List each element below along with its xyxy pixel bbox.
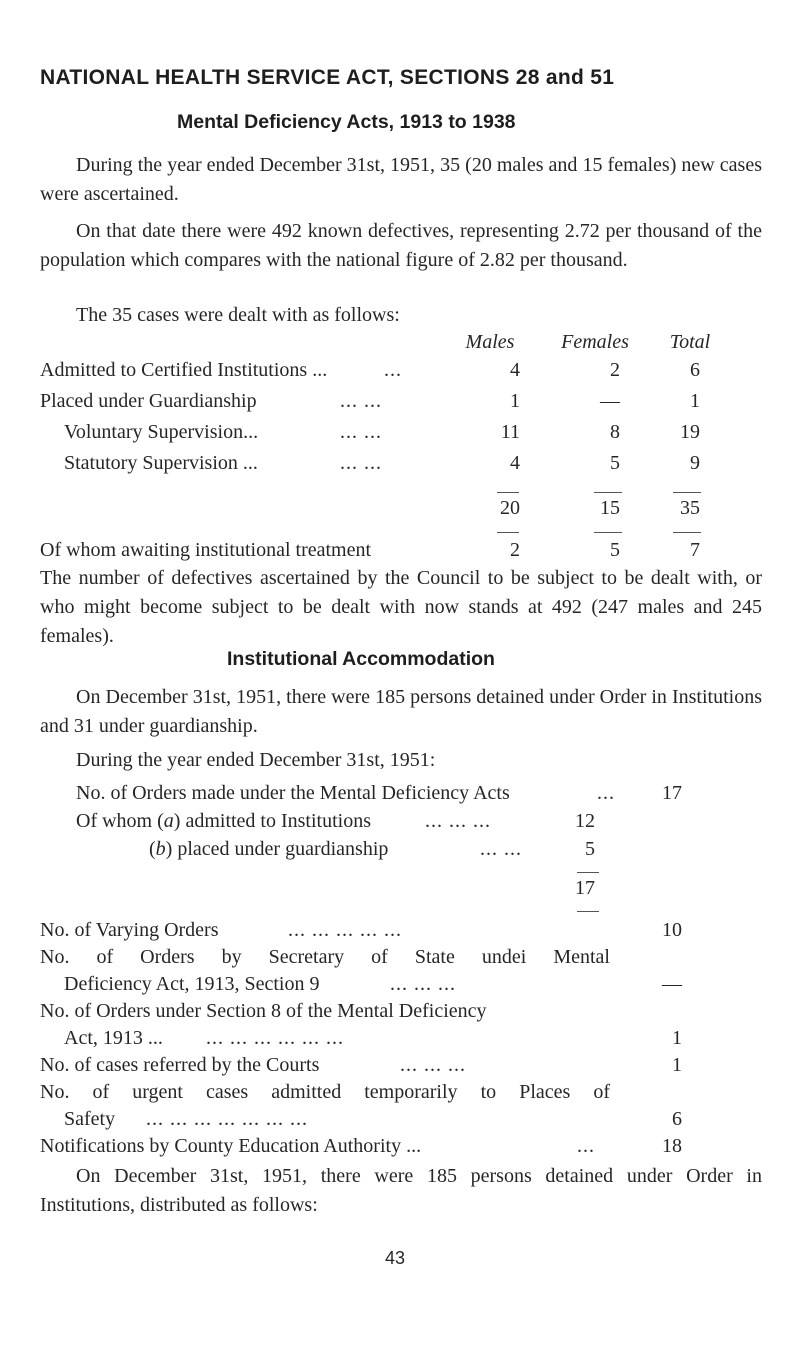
total-males: 20 <box>500 497 520 519</box>
row-dots: ... ... <box>340 452 382 474</box>
section-paragraph-2: During the year ended December 31st, 1951: <box>76 749 436 771</box>
cell-total: 1 <box>690 390 700 412</box>
row-label: Placed under Guardianship <box>40 390 257 412</box>
stat-dots: ... ... ... ... ... ... ... <box>146 1108 308 1130</box>
stat-label: No. of Orders by Secretary of State undei Mental <box>40 946 610 968</box>
cell-females: 8 <box>610 421 620 443</box>
stat-label: No. of Orders under Section 8 of the Mental Deficiency <box>40 1000 487 1022</box>
orders-b-value: 5 <box>585 838 595 860</box>
cell-total: 6 <box>690 359 700 381</box>
cell-total: 9 <box>690 452 700 474</box>
orders-a-label: admitted to Institutions <box>185 810 371 832</box>
cell-males: 4 <box>510 359 520 381</box>
cell-females: 2 <box>610 359 620 381</box>
total-females: 15 <box>600 497 620 519</box>
stat-label: No. of Varying Orders <box>40 919 219 941</box>
orders-made-label: No. of Orders made under the Mental Deficiency Acts <box>76 782 510 804</box>
rule-females-top <box>594 492 622 493</box>
row-dots: ... ... <box>340 390 382 412</box>
row-dots: ... <box>384 359 402 381</box>
stat-label: No. of urgent cases admitted temporarily to Places of <box>40 1081 610 1103</box>
stat-value: 10 <box>662 919 682 941</box>
stat-label-continued: Deficiency Act, 1913, Section 9 <box>64 973 320 995</box>
awaiting-females: 5 <box>610 539 620 561</box>
row-leader: ... <box>312 359 328 381</box>
intro-paragraph-1: During the year ended December 31st, 1951, 35 (20 males and 15 females) new cases were ascertained. <box>40 154 762 205</box>
row-label <box>40 359 327 382</box>
row-label: Statutory Supervision ... <box>64 452 258 474</box>
rule-total-top <box>673 492 701 493</box>
stat-dots: ... ... ... ... ... <box>288 919 402 941</box>
closing-paragraph: On December 31st, 1951, there were 185 persons detained under Order in Institutions, distributed as follows: <box>40 1165 762 1216</box>
cell-males: 1 <box>510 390 520 412</box>
rule-total-bottom <box>673 532 701 533</box>
column-header-females: Females <box>561 331 629 353</box>
orders-made-dots: ... <box>597 782 615 804</box>
page-number: 43 <box>385 1248 406 1268</box>
orders-rule-bottom <box>577 911 599 912</box>
cell-females: 5 <box>610 452 620 474</box>
row-label-text: Admitted to Certified Institutions <box>40 359 308 381</box>
stat-label: Notifications by County Education Authority ... <box>40 1135 422 1157</box>
awaiting-males: 2 <box>510 539 520 561</box>
intro-paragraph-3: The 35 cases were dealt with as follows: <box>76 304 400 326</box>
stat-value: 6 <box>672 1108 682 1130</box>
row-label: Voluntary Supervision... <box>64 421 259 443</box>
orders-subtotal: 17 <box>575 877 595 899</box>
stat-dots: ... ... ... <box>390 973 456 995</box>
section-paragraph-1: On December 31st, 1951, there were 185 persons detained under Order in Institutions and 31 under guardianship. <box>40 686 762 737</box>
cell-total: 19 <box>680 421 700 443</box>
orders-made-value: 17 <box>662 782 682 804</box>
column-header-males: Males <box>465 331 515 353</box>
orders-a-value: 12 <box>575 810 595 832</box>
stat-dots: ... ... ... <box>400 1054 466 1076</box>
orders-a-line: Of whom (a) admitted to Institutions <box>76 810 371 832</box>
cell-males: 4 <box>510 452 520 474</box>
orders-rule-top <box>577 872 599 873</box>
section-heading: Institutional Accommodation <box>227 648 495 670</box>
orders-b-line: (b) placed under guardianship <box>149 838 389 860</box>
summary-paragraph: The number of defectives ascertained by the Council to be subject to be dealt with, or who might become subject to be dealt with now stands at 492 (247 males and 245 females). <box>40 567 762 647</box>
total-total: 35 <box>680 497 700 519</box>
stat-label: No. of cases referred by the Courts <box>40 1054 320 1076</box>
orders-a-prefix: Of whom <box>76 810 153 832</box>
stat-value: 1 <box>672 1054 682 1076</box>
stat-dots: ... ... ... ... ... ... <box>206 1027 344 1049</box>
stat-label-continued: Act, 1913 ... <box>64 1027 163 1049</box>
orders-a-dots: ... ... ... <box>425 810 491 832</box>
orders-b-marker: b <box>155 838 166 860</box>
cell-females: — <box>600 390 620 412</box>
intro-paragraph-2: On that date there were 492 known defectives, representing 2.72 per thousand of the population which compares with the national figure of 2.82 per thousand. <box>40 220 762 271</box>
rule-males-bottom <box>497 532 519 533</box>
awaiting-label: Of whom awaiting institutional treatment <box>40 539 372 561</box>
awaiting-total: 7 <box>690 539 700 561</box>
column-header-total: Total <box>669 331 711 353</box>
page-title: NATIONAL HEALTH SERVICE ACT, SECTIONS 28 and 51 <box>40 66 615 89</box>
orders-a-marker: a <box>163 810 174 832</box>
stat-dots: ... <box>577 1135 595 1157</box>
stat-value: 1 <box>672 1027 682 1049</box>
cell-males: 11 <box>500 421 520 443</box>
stat-value: 18 <box>662 1135 682 1157</box>
stat-value: — <box>662 973 682 995</box>
orders-b-label: placed under guardianship <box>177 838 389 860</box>
page-subtitle: Mental Deficiency Acts, 1913 to 1938 <box>177 111 516 133</box>
stat-label-continued: Safety <box>64 1108 116 1130</box>
rule-males-top <box>497 492 519 493</box>
rule-females-bottom <box>594 532 622 533</box>
row-dots: ... ... <box>340 421 382 443</box>
orders-b-dots: ... ... <box>480 838 522 860</box>
